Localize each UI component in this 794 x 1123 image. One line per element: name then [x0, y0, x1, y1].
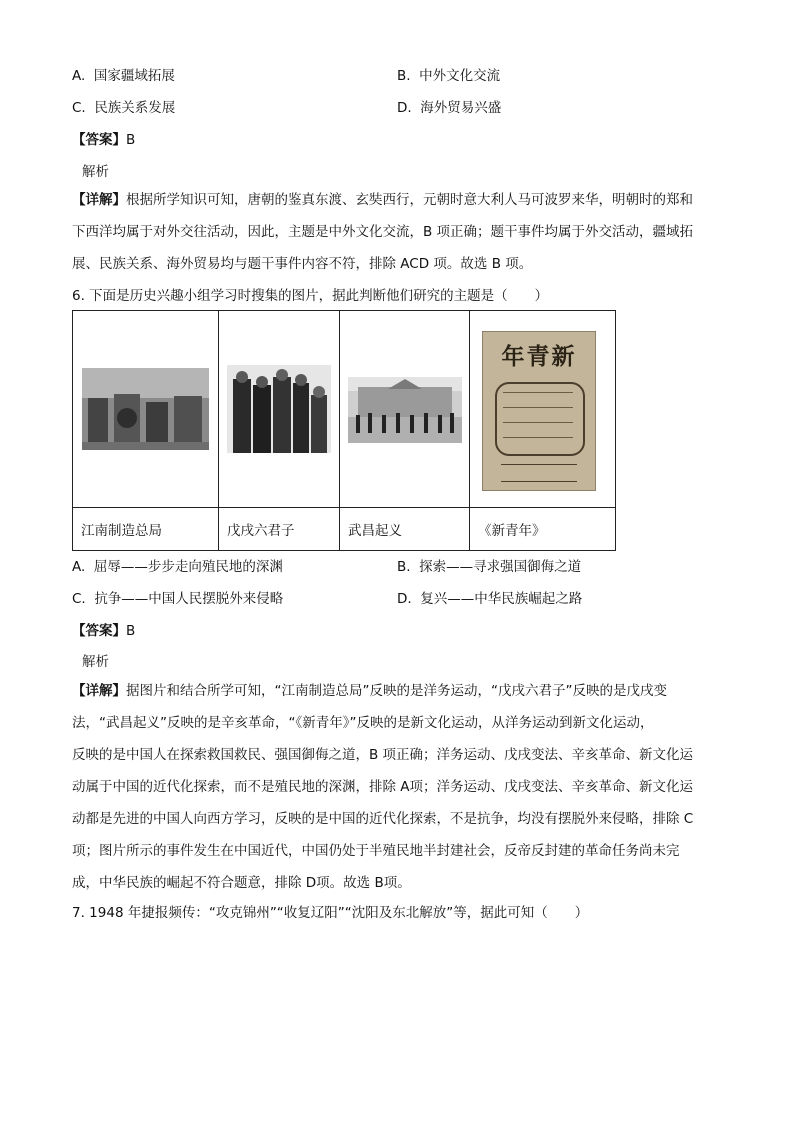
factory-photo	[82, 368, 209, 450]
q6-option-b: B. 探索——寻求强国御侮之道	[397, 559, 582, 575]
q5-option-b: B. 中外文化交流	[397, 68, 501, 84]
q6-option-a: A. 屈辱——步步走向殖民地的深渊	[72, 559, 283, 575]
q6-picture-table	[72, 310, 616, 551]
q6-option-d: D. 复兴——中华民族崛起之路	[397, 591, 583, 607]
q6-option-c: C. 抗争——中国人民摆脱外来侵略	[72, 591, 284, 607]
six-gentlemen-photo	[227, 365, 331, 453]
new-youth-magazine-cover	[482, 331, 596, 491]
q5-option-a: A. 国家疆域拓展	[72, 68, 175, 84]
caption-wuchang-uprising: 武昌起义	[340, 508, 470, 551]
q5-option-c: C. 民族关系发展	[72, 100, 176, 116]
q5-answer: 【答案】B	[72, 132, 136, 148]
q6-analysis-heading: 解析	[82, 654, 109, 670]
q5-analysis-heading: 解析	[82, 164, 109, 180]
q6-answer: 【答案】B	[72, 623, 136, 639]
q6-detail: 【详解】据图片和结合所学可知，“江南制造总局”反映的是洋务运动，“戊戌六君子”反映的是戊戌变 法，“武昌起义”反映的是辛亥革命，“《新青年》”反映的是新文化运动，从洋务运动到新文化运动， 反映的是中国人在探索救国救民、强国御侮之道，B 项正确；洋务运动、戊戌变法、辛亥革命、新文化运 动属于中国的近代化探索，而不是殖民地的深渊，排除 A项；洋务运动、戊戌变法、辛亥革命、新文化运 动都是先进的中国人向西方学习，反映的是中国的近代化探索，不是抗争，均没有摆脱外来侵略，排除 C 项；图片所示的事件发生在中国近代，中国仍处于半殖民地半封建社会，反帝反封建的革命任务尚未完 成，中华民族的崛起不符合题意，排除 D项。故选 B项。	[72, 683, 694, 891]
q7-stem: 7. 1948 年捷报频传：“攻克锦州”“收复辽阳”“沈阳及东北解放”等，据此可知（ ）	[72, 905, 589, 921]
picture-cell-1	[73, 311, 219, 508]
wuchang-uprising-photo	[348, 377, 462, 443]
magazine-title: 年青新	[501, 343, 577, 370]
q5-detail: 【详解】根据所学知识可知，唐朝的鉴真东渡、玄奘西行，元朝时意大利人马可波罗来华，明朝时的郑和 下西洋均属于对外交往活动，因此，主题是中外文化交流，B 项正确；题干事件均属于外交活动，疆域拓 展、民族关系、海外贸易均与题干事件内容不符，排除 ACD 项。故选 B 项。	[72, 192, 694, 272]
q5-option-d: D. 海外贸易兴盛	[397, 100, 502, 116]
caption-jiangnan-arsenal: 江南制造总局	[73, 508, 219, 551]
caption-six-gentlemen: 戊戌六君子	[219, 508, 340, 551]
q6-stem: 6. 下面是历史兴趣小组学习时搜集的图片，据此判断他们研究的主题是（ ）	[72, 288, 549, 304]
caption-new-youth: 《新青年》	[470, 508, 616, 551]
picture-cell-3	[340, 311, 470, 508]
picture-cell-2	[219, 311, 340, 508]
magazine-frame-icon	[495, 382, 585, 456]
picture-cell-4	[470, 311, 616, 508]
